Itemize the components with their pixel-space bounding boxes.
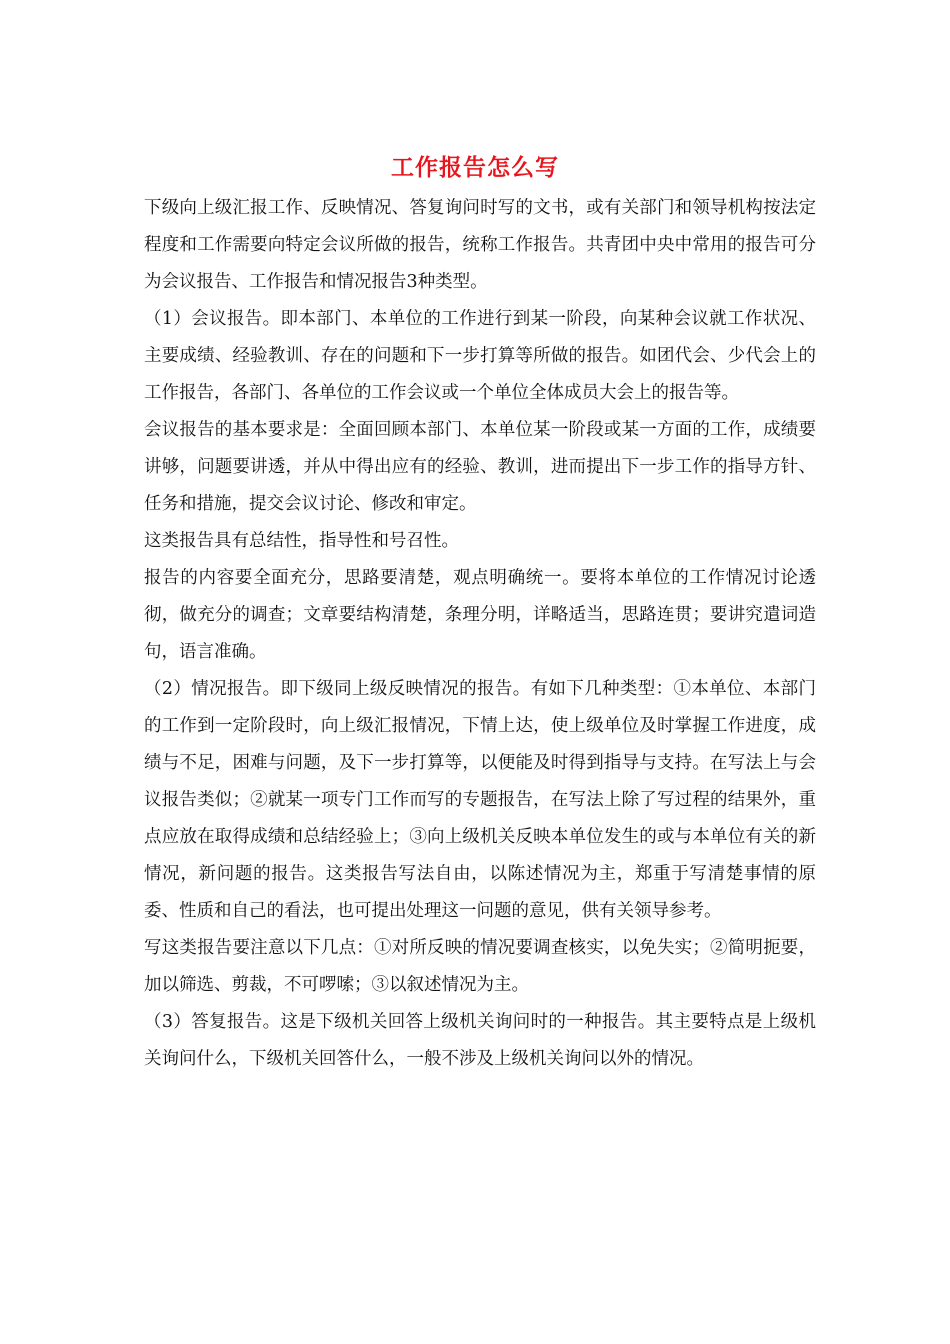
paragraph-situation-notes: 写这类报告要注意以下几点：①对所反映的情况要调查核实，以免失实；②简明扼要，加以筛选、剪裁，不可啰嗦；③以叙述情况为主。 <box>144 938 816 995</box>
paragraph-report-content: 报告的内容要全面充分，思路要清楚，观点明确统一。要将本单位的工作情况讨论透彻，做充分的调查；文章要结构清楚，条理分明，详略适当，思路连贯；要讲究遣词造句，语言准确。 <box>144 568 816 662</box>
paragraph-reply-report: （3）答复报告。这是下级机关回答上级机关询问时的一种报告。其主要特点是上级机关询问什么，下级机关回答什么，一般不涉及上级机关询问以外的情况。 <box>144 1012 816 1069</box>
document-body <box>144 190 816 1078</box>
paragraph-situation-report: （2）情况报告。即下级同上级反映情况的报告。有如下几种类型：①本单位、本部门的工作到一定阶段时，向上级汇报情况，下情上达，使上级单位及时掌握工作进度，成绩与不足，困难与问题，及下一步打算等，以便能及时得到指导与支持。在写法上与会议报告类似；②就某一项专门工作而写的专题报告，在写法上除了写过程的结果外，重点应放在取得成绩和总结经验上；③向上级机关反映本单位发生的或与本单位有关的新情况，新问题的报告。这类报告写法自由，以陈述情况为主，郑重于写清楚事情的原委、性质和自己的看法，也可提出处理这一问题的意见，供有关领导参考。 <box>144 679 816 921</box>
document-title: 工作报告怎么写 <box>391 154 559 181</box>
paragraph-meeting-report: （1）会议报告。即本部门、本单位的工作进行到某一阶段，向某种会议就工作状况、主要成绩、经验教训、存在的问题和下一步打算等所做的报告。如团代会、少代会上的工作报告，各部门、各单位的工作会议或一个单位全体成员大会上的报告等。 <box>144 309 816 403</box>
paragraph-intro: 下级向上级汇报工作、反映情况、答复询问时写的文书，或有关部门和领导机构按法定程度和工作需要向特定会议所做的报告，统称工作报告。共青团中央中常用的报告可分为会议报告、工作报告和情况报告3种类型。 <box>144 198 816 292</box>
paragraph-meeting-requirements: 会议报告的基本要求是：全面回顾本部门、本单位某一阶段或某一方面的工作，成绩要讲够，问题要讲透，并从中得出应有的经验、教训，进而提出下一步工作的指导方针、任务和措施，提交会议讨论、修改和审定。 <box>144 420 816 514</box>
paragraph-report-nature: 这类报告具有总结性，指导性和号召性。 <box>144 531 459 551</box>
